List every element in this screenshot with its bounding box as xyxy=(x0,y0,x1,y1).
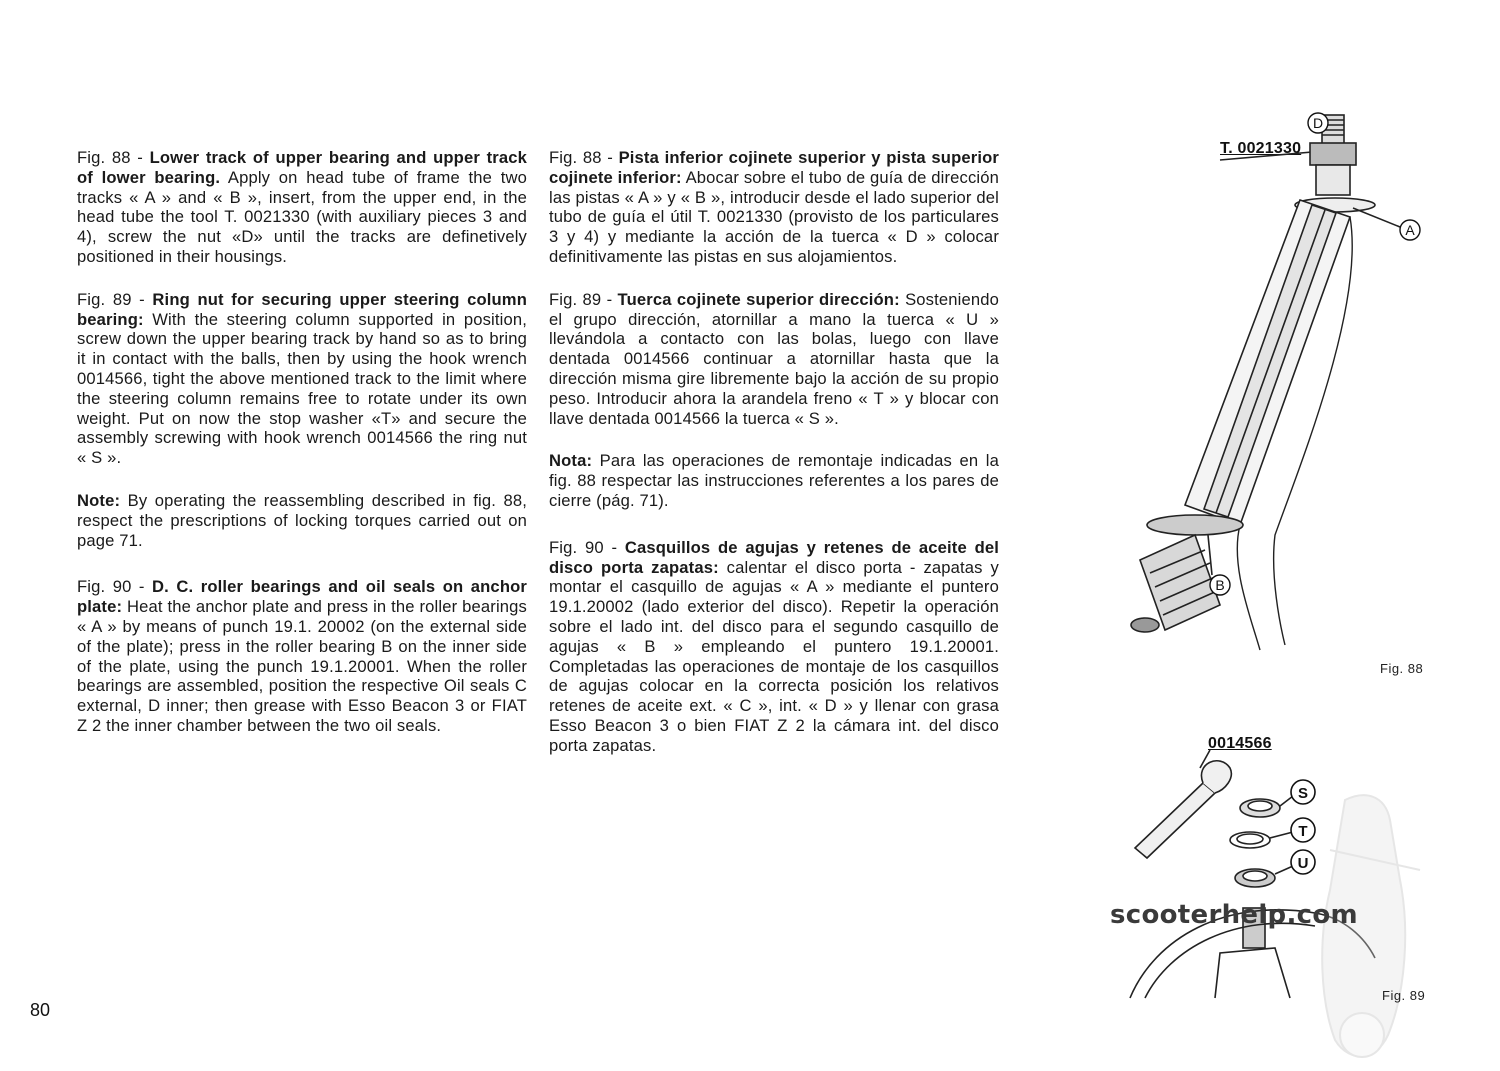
heading-fig88-es: Pista inferior cojinete superior y pista superior cojinete inferior: xyxy=(549,148,999,187)
paragraph-note-es: Nota: Para las operaciones de remontaje indicadas en la fig. 88 respectar las instrucciones referentes a los pares de cierre (pág. 71). xyxy=(549,451,999,510)
callout-a-label: A xyxy=(1405,222,1415,238)
figure-88-caption: Fig. 88 xyxy=(1380,661,1424,676)
figure-89-caption: Fig. 89 xyxy=(1382,988,1426,1003)
heading-fig90-en: D. C. roller bearings and oil seals on anchor plate: xyxy=(77,577,527,617)
paragraph-fig89-en: Fig. 89 - Ring nut for securing upper steering column bearing: With the steering column supported in position, screw down the upper bearing track by hand so as to bring it in contact with the balls, then by using the hook wrench 0014566, tight the above mentioned track to the limit where the steering column remains free to rotate under its own weight. Put on now the stop washer «T» and secure the assembly screwing with hook wrench 0014566 the ring nut « S ». xyxy=(77,289,527,468)
scooter-watermark-image xyxy=(1290,790,1450,1070)
paragraph-fig90-en: Fig. 90 - D. C. roller bearings and oil seals on anchor plate: Heat the anchor plate and press in the roller bearings « A » by means of punch 19.1. 20002 (on the external side of the plate); press in the roller bearing B on the inner side of the plate, using the punch 19.1.20001. When the roller bearings are assembled, position the respective Oil seals C external, D inner; then grease with Esso Beacon 3 or FIAT Z 2 the inner chamber between the two oil seals. xyxy=(77,577,527,735)
heading-fig90-es: Casquillos de agujas y retenes de aceite del disco porta zapatas: xyxy=(549,537,999,577)
paragraph-fig88-es: Fig. 88 - Pista inferior cojinete superior y pista superior cojinete inferior: Abocar sobre el tubo de guía de dirección las pistas « A » y « B », introducir desde el lado superior del tubo de guía el útil T. 0021330 (provisto de los particulares 3 y 4) y mediante la acción de la tuerca « D » colocar definitivamente las pistas en sus alojamientos. xyxy=(549,148,999,266)
paragraph-fig89-es: Fig. 89 - Tuerca cojinete superior dirección: Sosteniendo el grupo dirección, atornillar a mano la tuerca « U » llevándola a contacto con las bolas, luego con llave dentada 0014566 continuar a atornillar hasta que la dirección misma gire libremente bajo la acción de su propio peso. Introducir ahora la arandela freno « T » y blocar con llave dentada 0014566 la tuerca « S ». xyxy=(549,289,999,428)
callout-s-label: S xyxy=(1297,785,1309,802)
tool-label-fig89: 0014566 xyxy=(1208,735,1272,752)
heading-fig88-en: Lower track of upper bearing and upper track of lower bearing. xyxy=(77,148,527,187)
heading-fig89-en: Ring nut for securing upper steering column bearing: xyxy=(77,289,527,329)
heading-fig89-es: Tuerca cojinete superior dirección: xyxy=(617,289,900,309)
paragraph-note-en: Note: By operating the reassembling described in fig. 88, respect the prescriptions of locking torques carried out on page 71. xyxy=(77,490,527,550)
site-watermark: scooterhelp.com xyxy=(1110,900,1358,930)
paragraph-fig88-en: Fig. 88 - Lower track of upper bearing and upper track of lower bearing. Apply on head tube of frame the two tracks « A » and « B », insert, from the upper end, in the head tube the tool T. 0021330 (with auxiliary pieces 3 and 4), screw the nut «D» until the tracks are definetively positioned in their housings. xyxy=(77,148,527,266)
page-number: 80 xyxy=(30,1000,51,1020)
callout-b-label: B xyxy=(1215,577,1225,593)
figure-88-illustration xyxy=(1100,105,1440,665)
english-column xyxy=(77,148,527,759)
callout-d-label: D xyxy=(1312,115,1324,131)
tool-label-fig88: T. 0021330 xyxy=(1220,140,1302,157)
paragraph-fig90-es: Fig. 90 - Casquillos de agujas y retenes de aceite del disco porta zapatas: calentar el disco porta - zapatas y montar el casquillo de agujas « A » mediante el puntero 19.1.20002 (lado exterior del disco). Repetir la operación sobre el lado int. del disco para el segundo casquillo de agujas « B » empleando el puntero 19.1.20001. Completadas las operaciones de montaje de los casquillos de agujas colocar en la correcta posición los relativos retenes de aceite ext. « C », int. « D » y llenar con grasa Esso Beacon 3 o bien FIAT Z 2 la cámara int. del disco porta zapatas. xyxy=(549,537,999,755)
callout-t-label: T xyxy=(1298,823,1308,840)
callout-u-label: U xyxy=(1297,855,1309,872)
spanish-column xyxy=(549,148,999,779)
heading-note-es: Nota: xyxy=(549,451,593,471)
heading-note-en: Note: xyxy=(77,490,121,510)
